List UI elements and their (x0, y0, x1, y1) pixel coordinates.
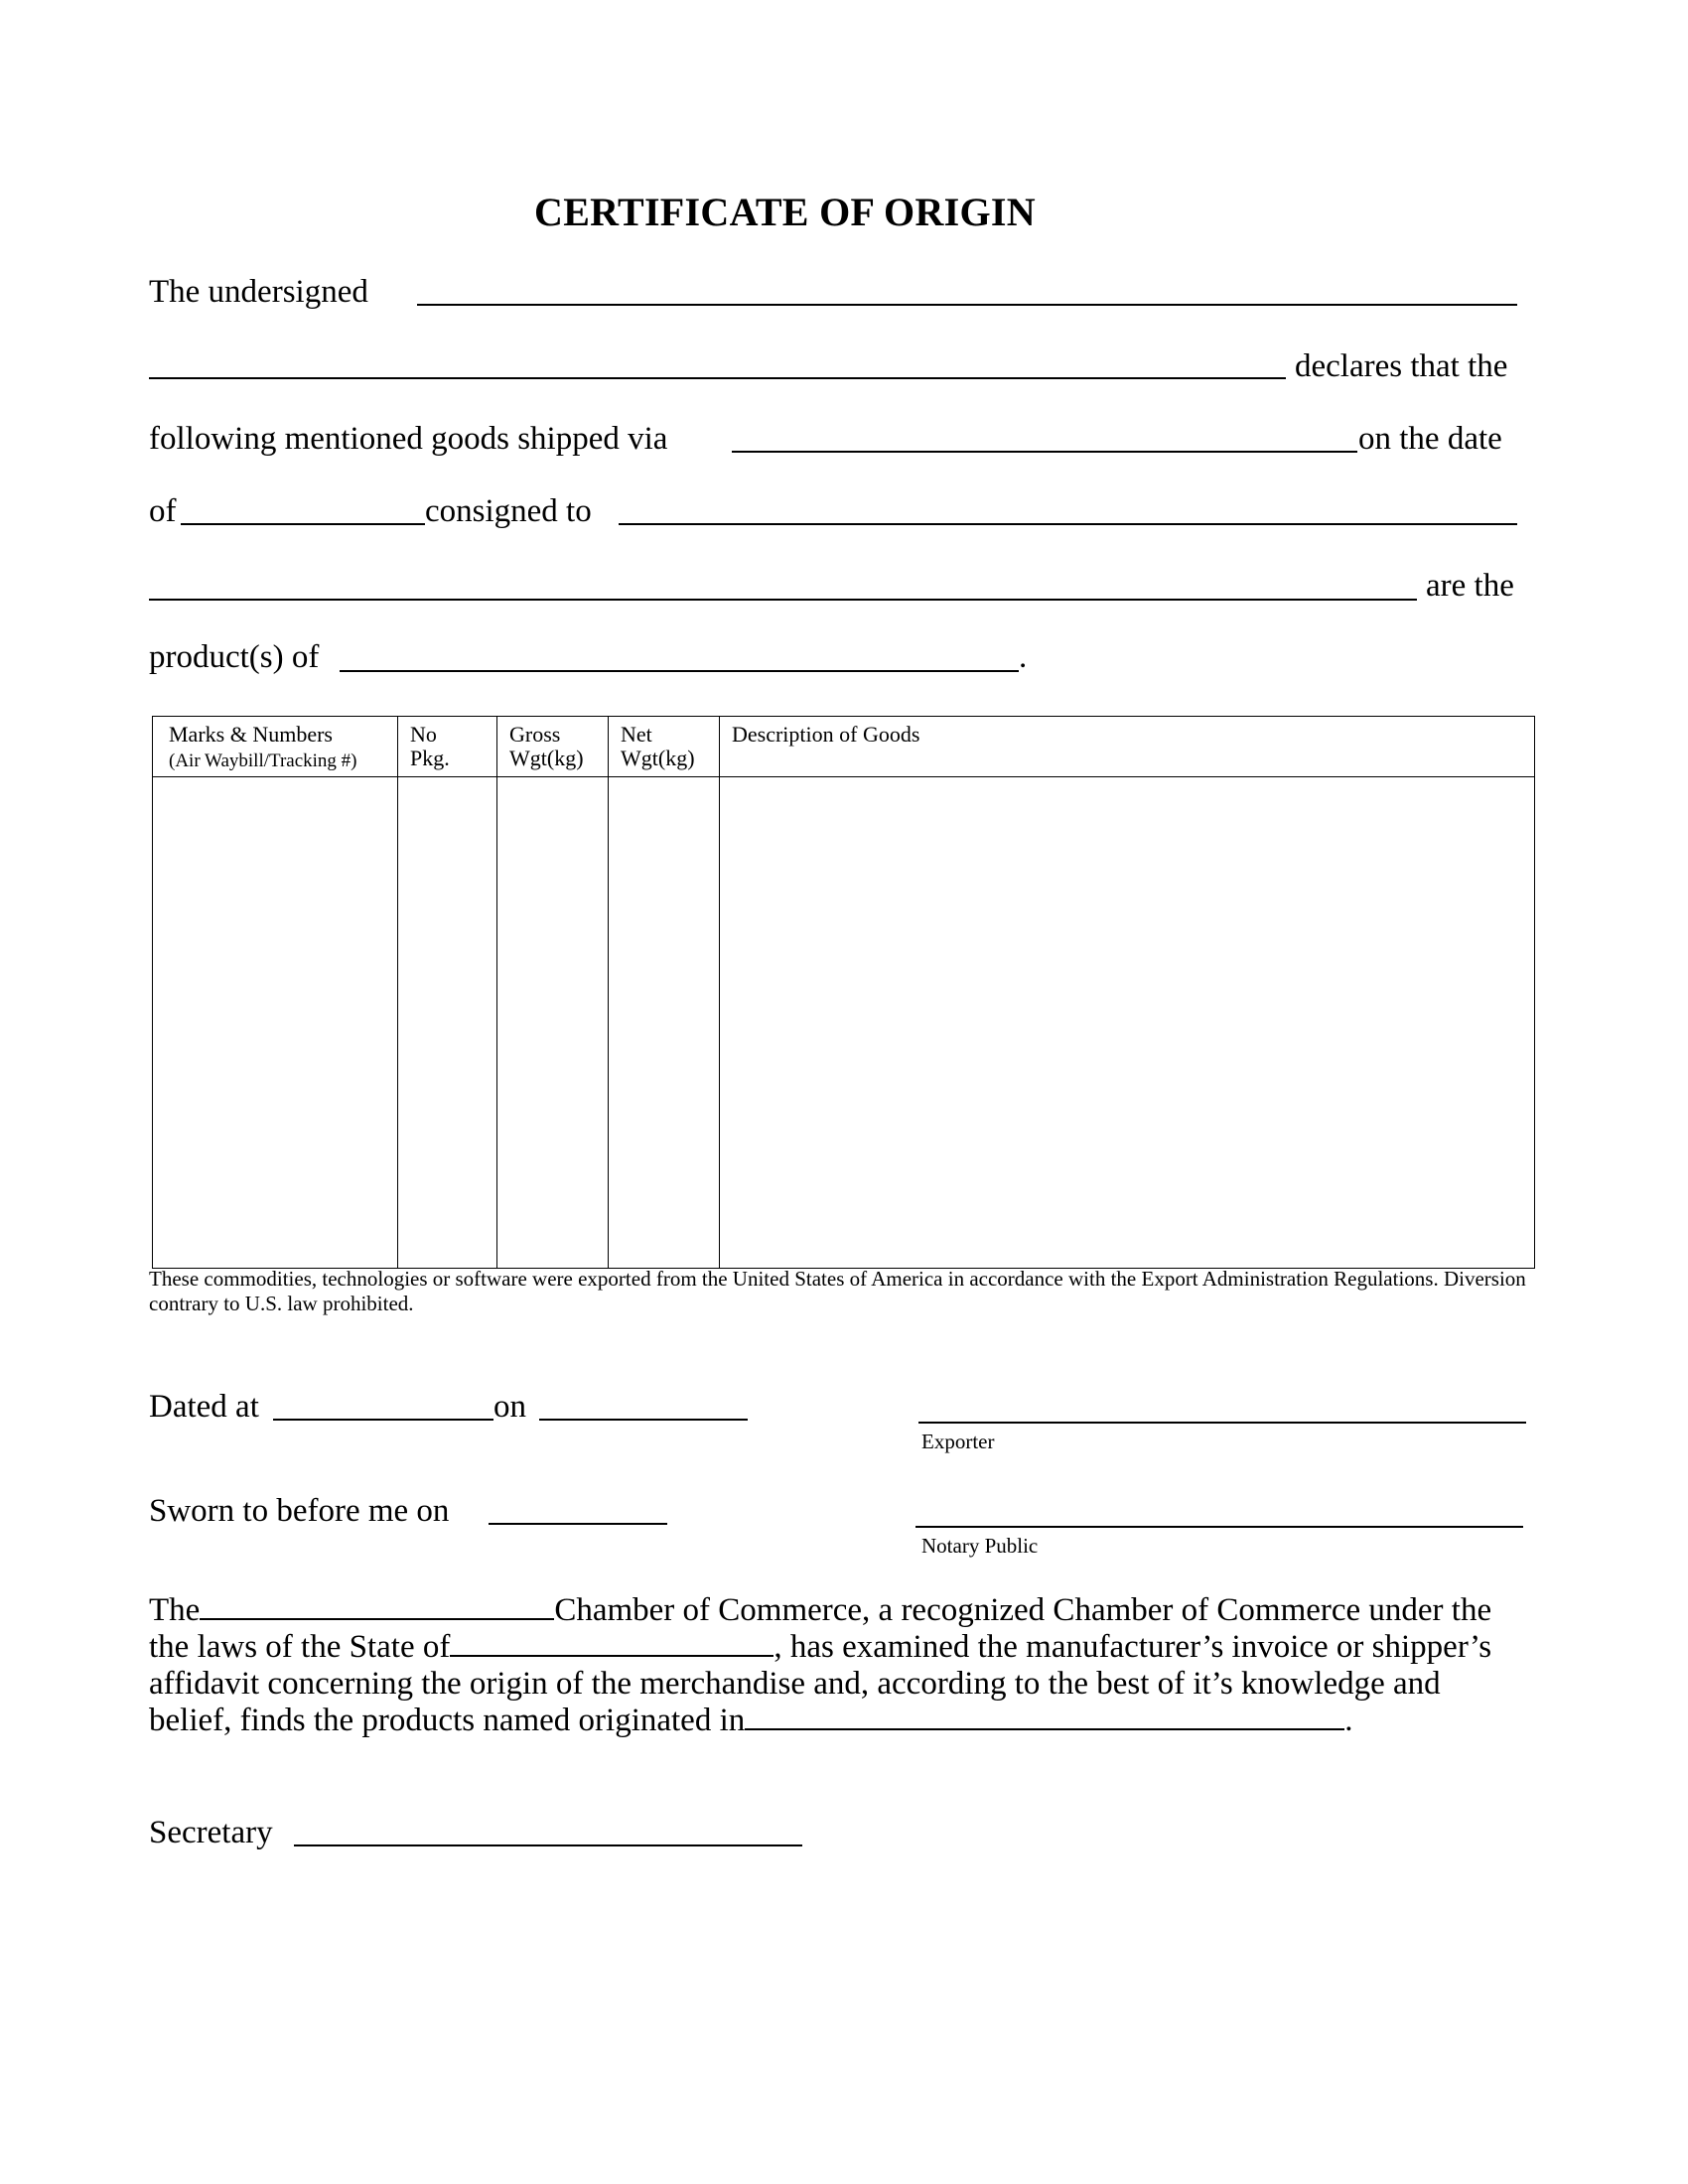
undersigned-label: The undersigned (149, 274, 368, 310)
consignee-field[interactable] (619, 523, 1517, 525)
column-header-sublabel: Pkg. (410, 746, 450, 770)
belief-text: belief, finds the products named originated in (149, 1703, 746, 1738)
sworn-date-field[interactable] (489, 1523, 667, 1525)
column-header-sublabel: Wgt(kg) (621, 746, 695, 770)
exporter-caption: Exporter (921, 1430, 995, 1453)
of-text: of (149, 493, 177, 529)
state-field[interactable] (450, 1629, 774, 1657)
packages-cell[interactable] (398, 777, 497, 1269)
chamber-name-field[interactable] (200, 1592, 554, 1620)
column-header-label: Net (621, 722, 652, 747)
goods-table (152, 716, 1535, 1269)
shipped-via-field[interactable] (732, 451, 1357, 453)
column-header-sublabel: Wgt(kg) (509, 746, 584, 770)
dated-on-label: on (493, 1389, 526, 1425)
gross-weight-cell[interactable] (497, 777, 609, 1269)
description-cell[interactable] (720, 777, 1535, 1269)
shipped-via-text: following mentioned goods shipped via (149, 421, 668, 457)
column-header-label: Marks & Numbers (169, 722, 333, 747)
column-header-label: Gross (509, 722, 561, 747)
column-header-sublabel: (Air Waybill/Tracking #) (169, 751, 357, 771)
marks-cell[interactable] (153, 777, 398, 1269)
document-title: CERTIFICATE OF ORIGIN (534, 190, 1036, 234)
column-header-label: Description of Goods (732, 722, 920, 747)
chamber-line-4 (149, 1703, 1599, 1739)
secretary-signature-line[interactable] (294, 1844, 802, 1846)
net-weight-cell[interactable] (609, 777, 720, 1269)
export-regulations-note: These commodities, technologies or software were exported from the United States of America in accordance with the Export Administration Regulations. Diversion contrary to U.S. law prohibited. (149, 1267, 1526, 1315)
secretary-label: Secretary (149, 1815, 273, 1850)
notary-signature-line[interactable] (915, 1526, 1523, 1528)
column-header-gross-weight (497, 717, 609, 777)
chamber-the: The (149, 1592, 201, 1628)
are-the-text: are the (1426, 568, 1514, 604)
column-header-marks (153, 717, 398, 777)
sworn-label: Sworn to before me on (149, 1493, 450, 1529)
goods-table-header (153, 717, 1535, 777)
examined-text: , has examined the manufacturer’s invoice or shipper’s (774, 1629, 1492, 1665)
on-date-text: on the date (1358, 421, 1502, 457)
undersigned-address-field[interactable] (149, 377, 1286, 379)
product-origin-field[interactable] (340, 670, 1019, 672)
exporter-signature-line[interactable] (918, 1422, 1526, 1424)
dated-at-label: Dated at (149, 1389, 259, 1425)
period: . (1019, 639, 1028, 675)
notary-caption: Notary Public (921, 1534, 1039, 1558)
laws-text: the laws of the State of (149, 1629, 451, 1665)
column-header-net-weight (609, 717, 720, 777)
dated-on-date-field[interactable] (539, 1419, 748, 1421)
undersigned-name-field[interactable] (417, 304, 1517, 306)
origin-country-field[interactable] (745, 1703, 1344, 1730)
products-of-text: product(s) of (149, 639, 320, 675)
chamber-period: . (1344, 1703, 1353, 1738)
chamber-certification-paragraph (149, 1592, 1599, 1739)
chamber-line-2 (149, 1629, 1599, 1666)
column-header-label: No (410, 722, 437, 747)
declares-text: declares that the (1295, 348, 1508, 384)
dated-at-place-field[interactable] (273, 1419, 493, 1421)
column-header-description (720, 717, 1535, 777)
chamber-text: Chamber of Commerce, a recognized Chamber of Commerce under the (554, 1592, 1492, 1628)
ship-date-field[interactable] (181, 523, 425, 525)
chamber-line-3 (149, 1666, 1599, 1703)
chamber-line-1 (149, 1592, 1599, 1629)
column-header-packages (398, 717, 497, 777)
goods-table-row (153, 777, 1535, 1269)
consignee-address-field[interactable] (149, 599, 1417, 601)
consigned-text: consigned to (425, 493, 592, 529)
affidavit-text: affidavit concerning the origin of the merchandise and, according to the best of it’s knowledge and (149, 1666, 1441, 1702)
